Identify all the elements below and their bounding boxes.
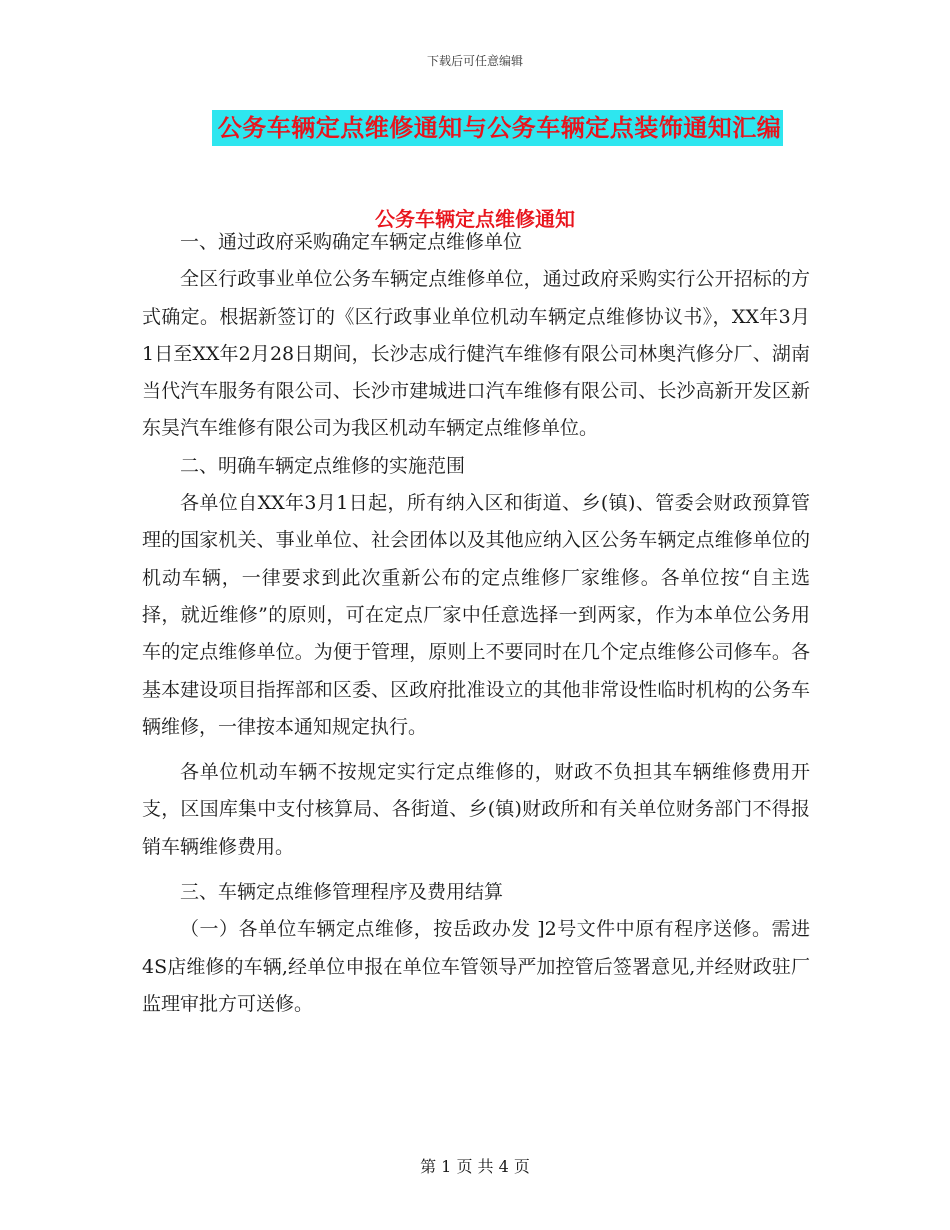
body-paragraph: 全区行政事业单位公务车辆定点维修单位，通过政府采购实行公开招标的方式确定。根据新签订的《区行政事业单位机动车辆定点维修协议书》，XX年3月1日至XX年2月28日期间，长沙志成行健汽车维修有限公司林奥汽修分厂、湖南当代汽车服务有限公司、长沙市建城进口汽车维修有限公司、长沙高新开发区新东昊汽车维修有限公司为我区机动车辆定点维修单位。 (142, 268, 810, 440)
body-paragraph: （一）各单位车辆定点维修，按岳政办发 ]2号文件中原有程序送修。需进4S店维修的车辆,经单位申报在单位车管领导严加控管后签署意见,并经财政驻厂监理审批方可送修。 (142, 918, 810, 1015)
heading-paragraph-1: 一、通过政府采购确定车辆定点维修单位 (180, 231, 523, 253)
body-paragraph: 各单位机动车辆不按规定实行定点维修的，财政不负担其车辆维修费用开支，区国库集中支付核算局、各街道、乡(镇)财政所和有关单位财务部门不得报销车辆维修费用。 (142, 761, 810, 858)
section-title: 公务车辆定点维修通知 (375, 207, 575, 231)
main-title-container (0, 110, 950, 146)
heading-paragraph-3: 三、车辆定点维修管理程序及费用结算 (180, 881, 504, 904)
document-body (142, 224, 810, 1023)
page-footer-indicator: 第 1 页 共 4 页 (420, 1157, 530, 1176)
body-paragraph: 各单位自XX年3月1日起，所有纳入区和街道、乡(镇)、管委会财政预算管理的国家机关、事业单位、社会团体以及其他应纳入区公务车辆定点维修单位的机动车辆，一律要求到此次重新公布的定点维修厂家维修。各单位按“自主选择，就近维修”的原则，可在定点厂家中任意选择一到两家，作为本单位公务用车的定点维修单位。为便于管理，原则上不要同时在几个定点维修公司修车。各基本建设项目指挥部和区委、区政府批准设立的其他非常设性临时机构的公务车辆维修，一律按本通知规定执行。 (142, 492, 810, 738)
document-main-title: 公务车辆定点维修通知与公务车辆定点装饰通知汇编 (212, 110, 784, 146)
page-header-note: 下载后可任意编辑 (426, 54, 523, 68)
heading-paragraph-2: 二、明确车辆定点维修的实施范围 (180, 454, 466, 477)
